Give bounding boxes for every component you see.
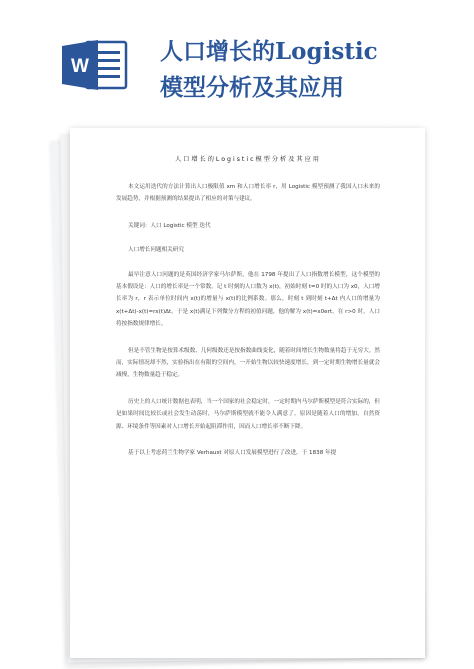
- document-banner: [0, 0, 474, 120]
- document-page: [70, 128, 425, 658]
- section-heading: 人口增长问题相关研究: [128, 247, 184, 254]
- banner-title-line1: 人口增长的Logistic: [160, 38, 378, 65]
- body-paragraph: 基于以上考虑荷兰生物学家 Verhaust 对原人口发展模型进行了改进，于 1838 年提: [128, 450, 337, 457]
- svg-text:W: W: [71, 56, 89, 77]
- keywords-line: 关键词：人口 Logistic 模型 迭代: [128, 222, 211, 229]
- document-title: 人口增长的Logistic模型分析及其应用: [175, 156, 321, 163]
- body-paragraph: 历史上的人口统计数据也表明，当一个国家的社会稳定时，一定时期内马尔萨斯模型是符合实际的，但是如果时间比较长或社会发生动荡时，马尔萨斯模型就不能令人满意了。原因是随着人口的增加，自然资源、环境条件等因素对人口增长开始起阻滞作用，因而人口增长率不断下降。: [116, 398, 380, 430]
- document-body: [116, 154, 380, 474]
- banner-title: [160, 34, 378, 106]
- body-paragraph: 最早注意人口问题的是英国经济学家马尔萨斯，他在 1798 年提出了人口指数增长模型，这个模型的基本假设是：人口的增长率是一个常数。记 t 时刻的人口数为 x(t)，初始时刻 t=0 时的人口为 x0，人口增长率为 r，r 表示单位时间内 x(t)的增量与 x(t)的比例系数。那么，时刻 t 到时刻 t+Δt 内人口的增量为 x(t+Δt)-x(t)=rx(t)Δt。于是 x(t)满足下列微分方程的初值问题，他的解为 x(t)=x0ert。在 r>0 时，人口将按指数规律增长。: [116, 271, 380, 328]
- banner-title-line2: 模型分析及其应用: [160, 74, 344, 101]
- word-app-icon: [62, 38, 128, 92]
- body-paragraph: 但是不管生物是按算术级数、几何级数还是按指数曲线变化，随着时间增长生物数量将趋于无穷大。然而，实际情况却不然，实验指出在有限的空间内，一开始生物以较快速度增长，到一定时期生物增长量就会减慢，生物数量趋于稳定。: [116, 347, 380, 379]
- abstract-paragraph: 本文运用迭代的方法计算出人口极限值 xm 和人口增长率 r，用 Logistic 模型预测了我国人口未来的发展趋势，并根据预测的结果提出了相应的对策与建议。: [116, 184, 380, 203]
